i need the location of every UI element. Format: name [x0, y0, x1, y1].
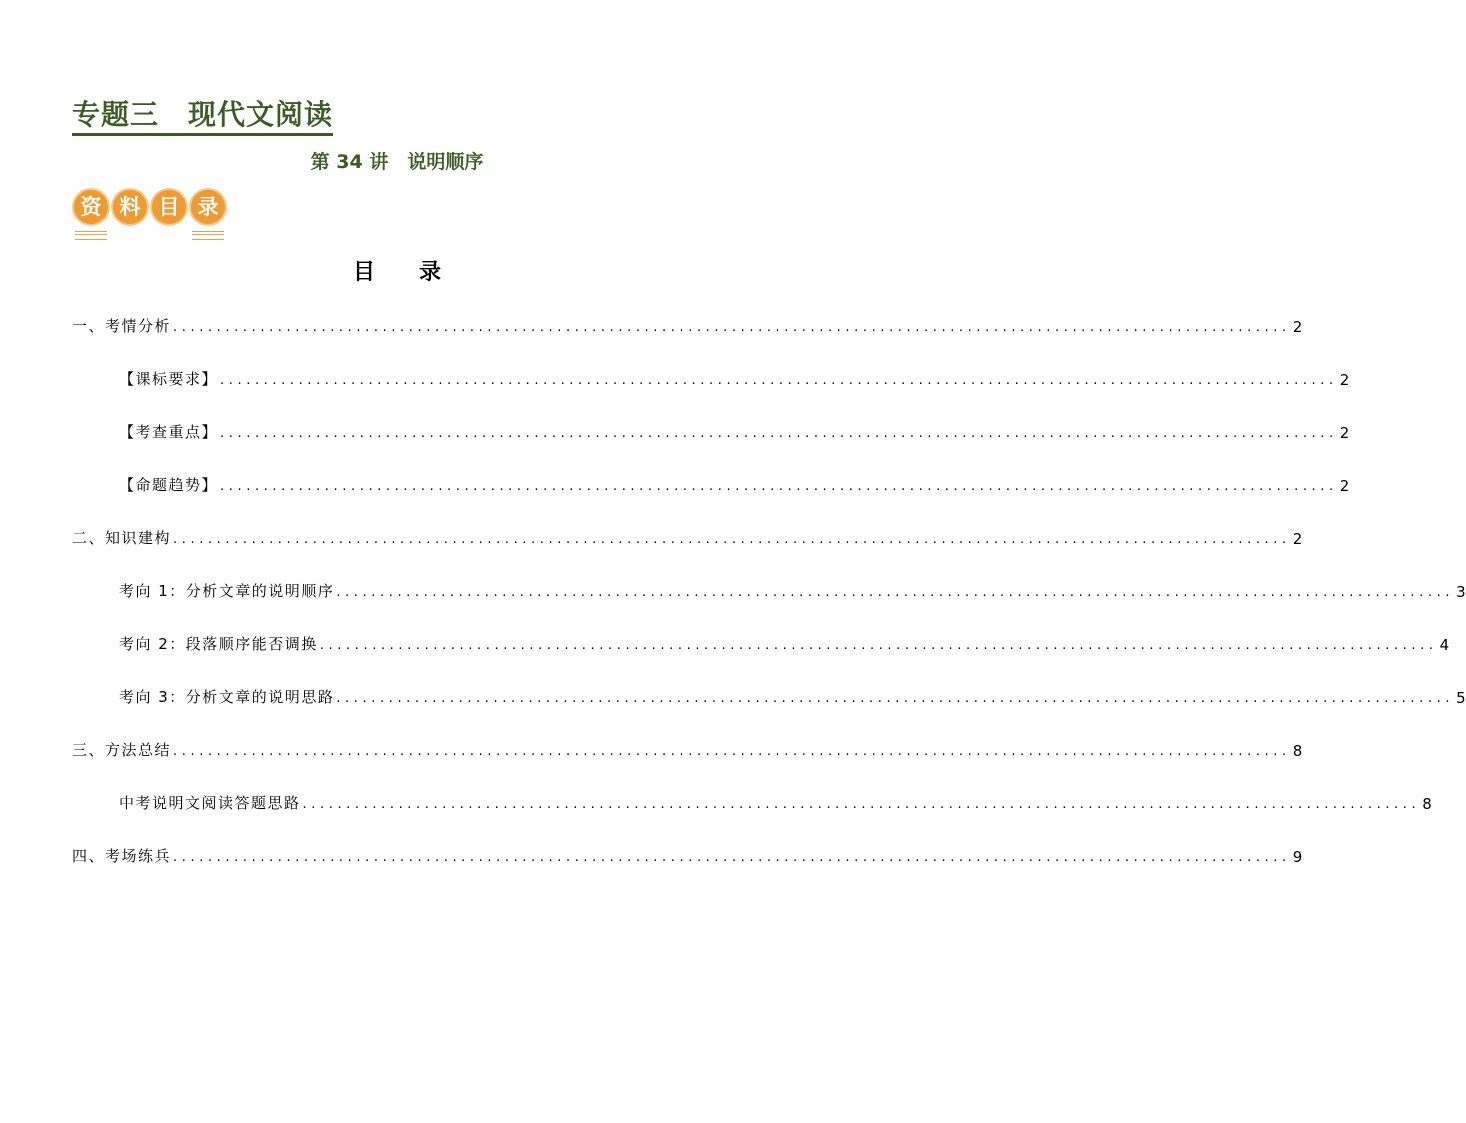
toc-entry-curriculum[interactable]: [119, 365, 1350, 389]
toc-entry-label: 二、知识建构: [72, 529, 172, 547]
toc-entry-answer-approach[interactable]: [119, 789, 1432, 813]
badge-char: 目: [150, 188, 188, 226]
toc-leader-dots: ................................................................................................................................: [336, 585, 1455, 600]
toc-entry-section-3[interactable]: [72, 736, 1303, 760]
toc-page-number: 2: [1339, 371, 1350, 389]
toc-entry-label: 【考查重点】: [119, 423, 219, 441]
toc-leader-dots: ................................................................................................................................: [220, 479, 1338, 494]
badge-underline-left: [75, 231, 107, 240]
toc-entry-section-4[interactable]: [72, 842, 1303, 866]
toc-leader-dots: ................................................................................................................................: [173, 850, 1291, 865]
toc-entry-label: 考向 1：分析文章的说明顺序: [119, 582, 335, 600]
toc-entry-section-2[interactable]: [72, 524, 1303, 548]
toc-leader-dots: ................................................................................................................................: [220, 373, 1338, 388]
toc-page-number: 2: [1339, 477, 1350, 495]
toc-page-number: 8: [1422, 795, 1432, 813]
badge-underline-right: [192, 231, 224, 240]
toc-entry-label: 【课标要求】: [119, 370, 219, 388]
toc-leader-dots: ................................................................................................................................: [173, 320, 1291, 335]
materials-toc-badge: [72, 188, 232, 238]
toc-heading: 目 录: [352, 260, 441, 285]
toc-leader-dots: ................................................................................................................................: [336, 691, 1455, 706]
toc-entry-trends[interactable]: [119, 471, 1350, 495]
toc-page-number: 9: [1292, 848, 1303, 866]
toc-leader-dots: ................................................................................................................................: [302, 797, 1421, 812]
toc-entry-label: 三、方法总结: [72, 741, 172, 759]
toc-entry-label: 中考说明文阅读答题思路: [119, 794, 301, 812]
toc-page-number: 5: [1456, 689, 1466, 707]
toc-leader-dots: ................................................................................................................................: [173, 532, 1291, 547]
toc-entry-direction-3[interactable]: [119, 683, 1466, 707]
topic-title: 专题三 现代文阅读: [72, 98, 333, 136]
toc-entry-label: 四、考场练兵: [72, 847, 172, 865]
toc-entry-section-1[interactable]: [72, 312, 1303, 336]
toc-entry-label: 考向 2：段落顺序能否调换: [119, 635, 318, 653]
toc-page-number: 3: [1456, 583, 1466, 601]
toc-leader-dots: ................................................................................................................................: [173, 744, 1291, 759]
toc-page-number: 2: [1292, 530, 1303, 548]
toc-page-number: 4: [1439, 636, 1450, 654]
badge-char: 资: [72, 188, 110, 226]
toc-page-number: 2: [1339, 424, 1350, 442]
toc-page-number: 8: [1292, 742, 1303, 760]
toc-page-number: 2: [1292, 318, 1303, 336]
toc-entry-direction-2[interactable]: [119, 630, 1450, 654]
toc-entry-label: 考向 3：分析文章的说明思路: [119, 688, 335, 706]
toc-entry-direction-1[interactable]: [119, 577, 1466, 601]
toc-entry-label: 【命题趋势】: [119, 476, 219, 494]
toc-leader-dots: ................................................................................................................................: [220, 426, 1338, 441]
badge-char: 录: [189, 188, 227, 226]
lecture-title: 第 34 讲 说明顺序: [310, 151, 484, 173]
badge-char: 料: [111, 188, 149, 226]
toc-leader-dots: ................................................................................................................................: [319, 638, 1438, 653]
toc-entry-label: 一、考情分析: [72, 317, 172, 335]
toc-entry-focus[interactable]: [119, 418, 1350, 442]
